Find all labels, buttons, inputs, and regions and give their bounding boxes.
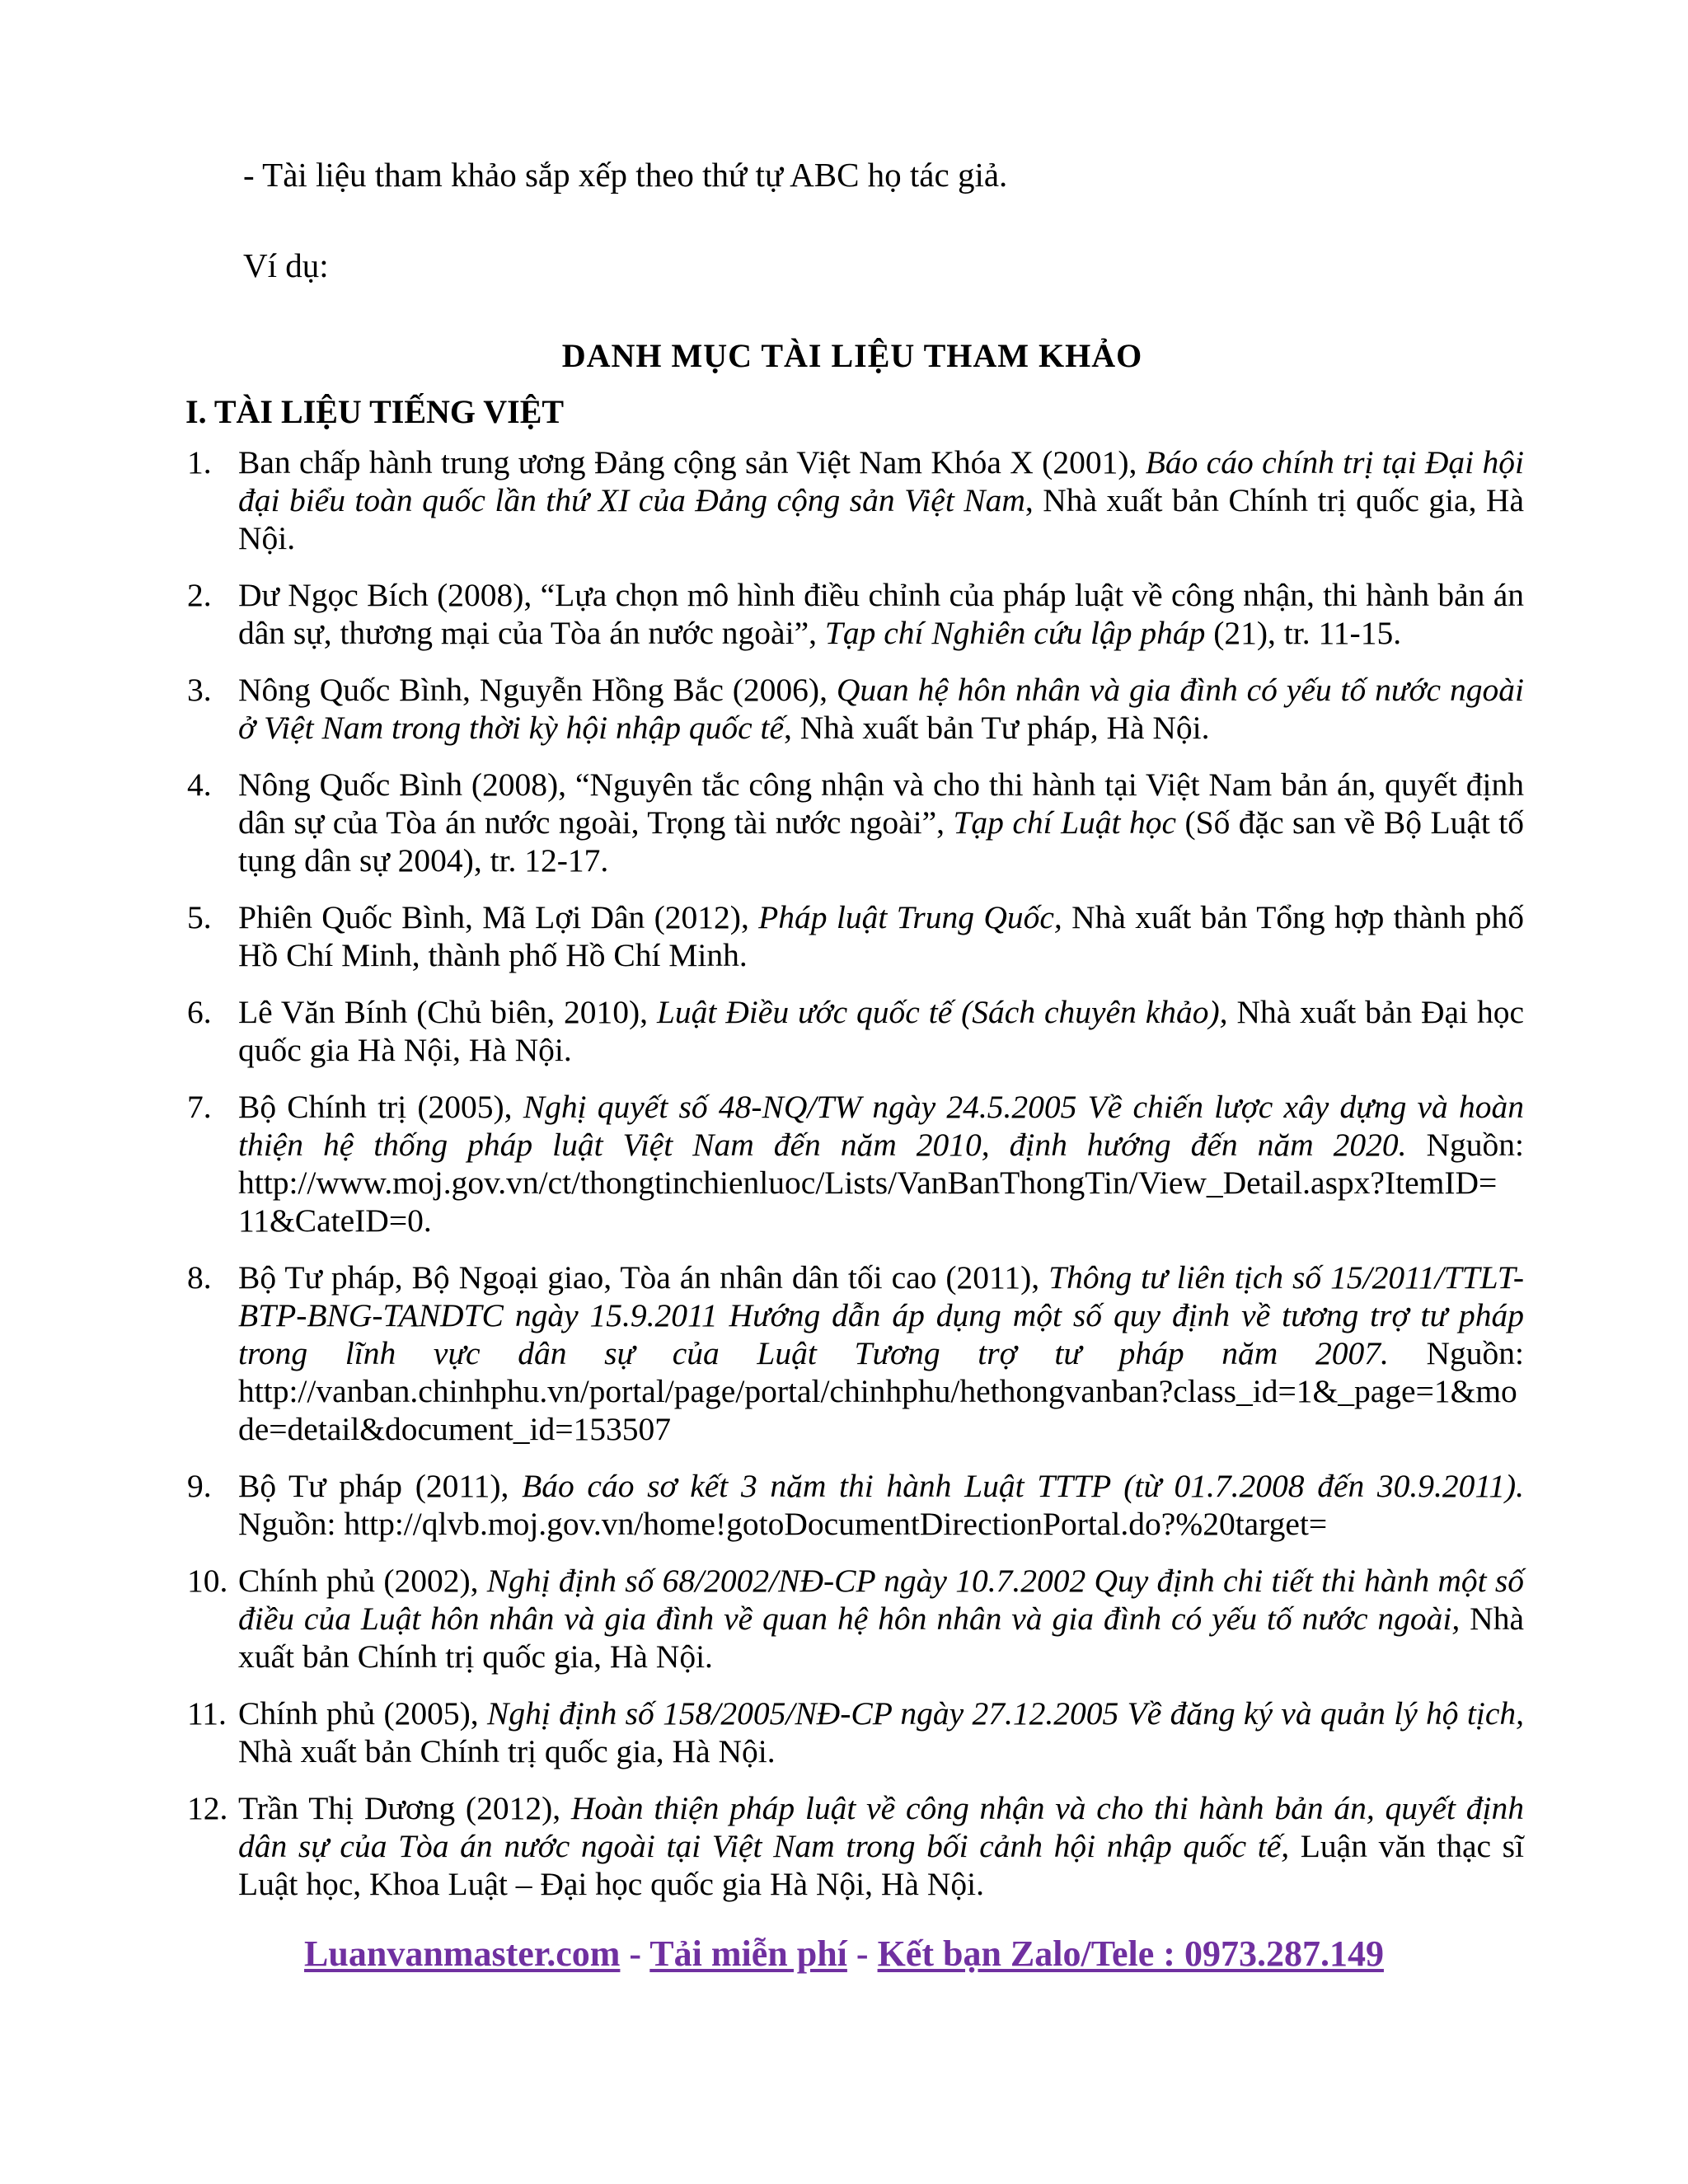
reference-author: Phiên Quốc Bình, Mã Lợi Dân (2012), xyxy=(238,899,759,935)
reference-item xyxy=(187,443,1524,557)
reference-item xyxy=(187,671,1524,747)
reference-number: 7. xyxy=(187,1089,212,1125)
site-link[interactable]: Luanvanmaster.com xyxy=(304,1933,621,1974)
reference-number: 9. xyxy=(187,1468,212,1504)
reference-publisher: Nhà xuất bản Chính trị quốc gia, Hà Nội. xyxy=(238,1601,1524,1675)
reference-text xyxy=(238,993,1524,1069)
reference-author: Bộ Tư pháp (2011), xyxy=(238,1468,523,1504)
reference-item xyxy=(187,993,1524,1069)
reference-author: Ban chấp hành trung ương Đảng cộng sản Việt Nam Khóa X (2001), xyxy=(238,444,1146,480)
reference-publisher: Nhà xuất bản Tổng hợp thành phố Hồ Chí Minh, thành phố Hồ Chí Minh. xyxy=(238,899,1525,973)
reference-number: 1. xyxy=(187,444,212,480)
page-title: DANH MỤC TÀI LIỆU THAM KHẢO xyxy=(561,337,1143,374)
footer-separator: - xyxy=(620,1933,650,1974)
reference-publisher: (21), tr. 11-15. xyxy=(1205,615,1402,651)
reference-text xyxy=(238,1258,1524,1448)
reference-text xyxy=(238,1562,1524,1675)
reference-title: Hoàn thiện pháp luật về công nhận và cho thi hành bản án, quyết định dân sự của Tòa án nước ngoài tại Việt Nam trong bối cảnh hội nhập quốc tế, xyxy=(238,1790,1524,1864)
reference-item xyxy=(187,1258,1524,1448)
example-label: Ví dụ: xyxy=(243,246,329,284)
footer-separator: - xyxy=(846,1933,878,1974)
reference-title: Nghị định số 68/2002/NĐ-CP ngày 10.7.2002 Quy định chi tiết thi hành một số điều của Luật hôn nhân và gia đình về quan hệ hôn nhân và gia đình có yếu tố nước ngoài, xyxy=(238,1563,1525,1637)
reference-title: Nghị quyết số 48-NQ/TW ngày 24.5.2005 Về chiến lược xây dựng và hoàn thiện hệ thống pháp luật Việt Nam đến năm 2010, định hướng đến năm 2020. xyxy=(238,1089,1524,1163)
reference-title: Tạp chí Luật học xyxy=(953,804,1177,841)
reference-text xyxy=(238,1789,1524,1903)
reference-number: 10. xyxy=(187,1563,228,1599)
reference-text xyxy=(238,671,1524,747)
reference-number: 3. xyxy=(187,672,212,708)
reference-author: Trần Thị Dương (2012), xyxy=(238,1790,571,1826)
reference-title: Pháp luật Trung Quốc, xyxy=(758,899,1062,935)
reference-author: Lê Văn Bính (Chủ biên, 2010), xyxy=(238,994,657,1030)
reference-title: Tạp chí Nghiên cứu lập pháp xyxy=(824,615,1206,651)
reference-item xyxy=(187,1467,1525,1543)
reference-item xyxy=(187,1694,1524,1770)
contact-link[interactable]: Kết bạn Zalo/Tele : 0973.287.149 xyxy=(877,1933,1384,1974)
reference-number: 2. xyxy=(187,577,212,613)
intro-note: - Tài liệu tham khảo sắp xếp theo thứ tự ABC họ tác giả. xyxy=(243,156,1008,194)
reference-author: Nông Quốc Bình, Nguyễn Hồng Bắc (2006), xyxy=(238,672,837,708)
reference-publisher: Nguồn: http://qlvb.moj.gov.vn/home!gotoDocumentDirectionPortal.do?%20target= xyxy=(238,1506,1328,1542)
reference-item xyxy=(187,1088,1525,1240)
reference-item xyxy=(187,576,1524,652)
reference-publisher: Nhà xuất bản Chính trị quốc gia, Hà Nội. xyxy=(238,1733,776,1769)
reference-title: Nghị định số 158/2005/NĐ-CP ngày 27.12.2005 Về đăng ký và quản lý hộ tịch, xyxy=(486,1695,1524,1732)
reference-title: Báo cáo chính trị tại Đại hội đại biểu toàn quốc lần thứ XI của Đảng cộng sản Việt Nam xyxy=(238,444,1524,518)
reference-author: Dư Ngọc Bích (2008), “Lựa chọn mô hình điều chỉnh của pháp luật về công nhận, thi hành bản án dân sự, thương mại của Tòa án nước ngoài”, xyxy=(238,577,1524,651)
reference-number: 12. xyxy=(187,1790,228,1826)
reference-title: Thông tư liên tịch số 15/2011/TTLT-BTP-BNG-TANDTC ngày 15.9.2011 Hướng dẫn áp dụng một số quy định về tương trợ tư pháp trong lĩnh vực dân sự của Luật Tương trợ tư pháp năm 2007. xyxy=(238,1259,1524,1371)
footer-banner xyxy=(0,1933,1688,1975)
reference-text xyxy=(238,1467,1524,1543)
reference-number: 11. xyxy=(187,1695,227,1732)
reference-number: 4. xyxy=(187,766,212,803)
reference-number: 6. xyxy=(187,994,212,1030)
reference-publisher: Nhà xuất bản Đại học quốc gia Hà Nội, Hà Nội. xyxy=(238,994,1524,1068)
reference-publisher: Nguồn: http://vanban.chinhphu.vn/portal/page/portal/chinhphu/hethongvanban?class_id=1&_page=1&mo de=detail&document_id=153507 xyxy=(238,1335,1524,1447)
reference-text xyxy=(238,898,1524,974)
reference-title: Báo cáo sơ kết 3 năm thi hành Luật TTTP (từ 01.7.2008 đến 30.9.2011). xyxy=(522,1468,1525,1504)
reference-title: Quan hệ hôn nhân và gia đình có yếu tố nước ngoài ở Việt Nam trong thời kỳ hội nhập quốc tế xyxy=(238,672,1524,746)
reference-author: Nông Quốc Bình (2008), “Nguyên tắc công nhận và cho thi hành tại Việt Nam bản án, quyết định dân sự của Tòa án nước ngoài, Trọng tài nước ngoài”, xyxy=(238,766,1524,841)
free-download-link[interactable]: Tải miễn phí xyxy=(649,1933,847,1974)
reference-author: Chính phủ (2005), xyxy=(238,1695,487,1732)
reference-author: Chính phủ (2002), xyxy=(238,1563,487,1599)
reference-item xyxy=(187,898,1525,974)
reference-number: 5. xyxy=(187,899,212,935)
reference-text xyxy=(238,1694,1524,1770)
reference-text xyxy=(238,766,1524,879)
reference-author: Bộ Tư pháp, Bộ Ngoại giao, Tòa án nhân dân tối cao (2011), xyxy=(238,1259,1049,1296)
reference-item xyxy=(187,1562,1525,1675)
reference-author: Bộ Chính trị (2005), xyxy=(238,1089,523,1125)
reference-publisher: , Nhà xuất bản Tư pháp, Hà Nội. xyxy=(784,710,1210,746)
reference-text xyxy=(238,1088,1524,1240)
reference-publisher: (Số đặc san về Bộ Luật tố tụng dân sự 2004), tr. 12-17. xyxy=(238,804,1525,879)
section-heading: I. TÀI LIỆU TIẾNG VIỆT xyxy=(185,393,565,430)
reference-item xyxy=(187,766,1525,879)
reference-publisher: , Nhà xuất bản Chính trị quốc gia, Hà Nội. xyxy=(238,482,1524,556)
reference-title: Luật Điều ước quốc tế (Sách chuyên khảo), xyxy=(656,994,1228,1030)
reference-text xyxy=(238,443,1524,557)
reference-publisher: Nguồn: http://www.moj.gov.vn/ct/thongtinchienluoc/Lists/VanBanThongTin/View_Detail.aspx?ItemID= 11&CateID=0. xyxy=(238,1127,1525,1239)
reference-item xyxy=(187,1789,1525,1903)
reference-publisher: Luận văn thạc sĩ Luật học, Khoa Luật – Đại học quốc gia Hà Nội, Hà Nội. xyxy=(238,1828,1525,1902)
reference-text xyxy=(238,576,1524,652)
reference-list xyxy=(0,443,1688,1922)
reference-number: 8. xyxy=(187,1259,212,1296)
